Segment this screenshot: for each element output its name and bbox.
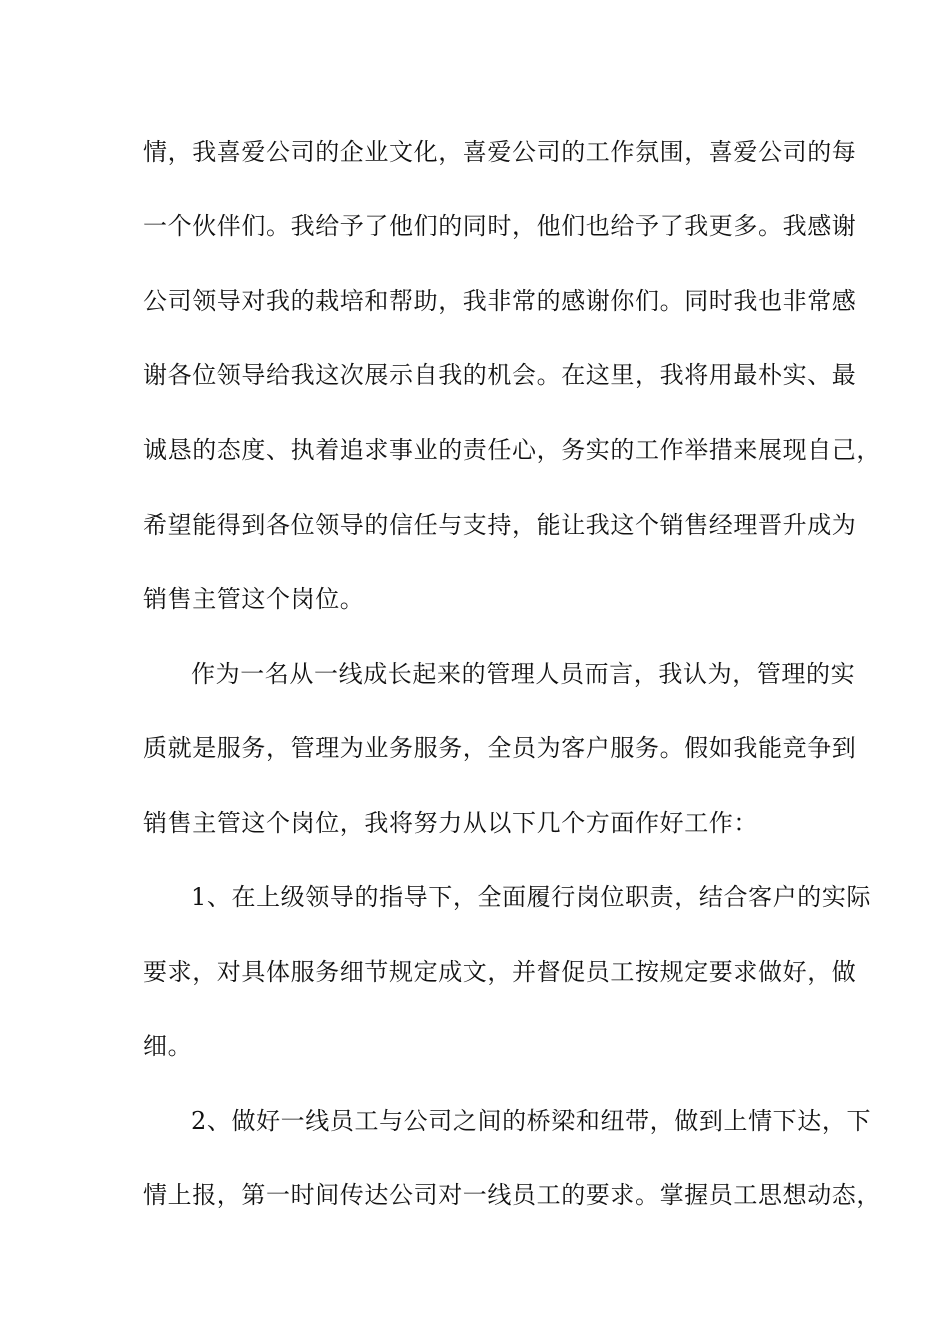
text-line: 公司领导对我的栽培和帮助，我非常的感谢你们。同时我也非常感 [143, 287, 857, 315]
text-line: 2、做好一线员工与公司之间的桥梁和纽带，做到上情下达，下 [191, 1107, 872, 1135]
text-line: 质就是服务，管理为业务服务，全员为客户服务。假如我能竞争到 [143, 734, 857, 762]
text-line: 希望能得到各位领导的信任与支持，能让我这个销售经理晋升成为 [143, 511, 857, 539]
text-line: 诚恳的态度、执着追求事业的责任心，务实的工作举措来展现自己， [143, 436, 881, 464]
text-line: 细。 [143, 1032, 193, 1060]
text-line: 情，我喜爱公司的企业文化，喜爱公司的工作氛围，喜爱公司的每 [143, 138, 857, 166]
text-line: 要求，对具体服务细节规定成文，并督促员工按规定要求做好，做 [143, 958, 857, 986]
text-line: 销售主管这个岗位。 [143, 585, 365, 613]
text-line: 情上报，第一时间传达公司对一线员工的要求。掌握员工思想动态， [143, 1181, 881, 1209]
text-line: 一个伙伴们。我给予了他们的同时，他们也给予了我更多。我感谢 [143, 212, 857, 240]
text-line: 谢各位领导给我这次展示自我的机会。在这里，我将用最朴实、最 [143, 361, 857, 389]
text-line: 作为一名从一线成长起来的管理人员而言，我认为，管理的实 [191, 660, 856, 688]
text-line: 销售主管这个岗位，我将努力从以下几个方面作好工作： [143, 809, 758, 837]
text-line: 1、在上级领导的指导下，全面履行岗位职责，结合客户的实际 [191, 883, 872, 911]
